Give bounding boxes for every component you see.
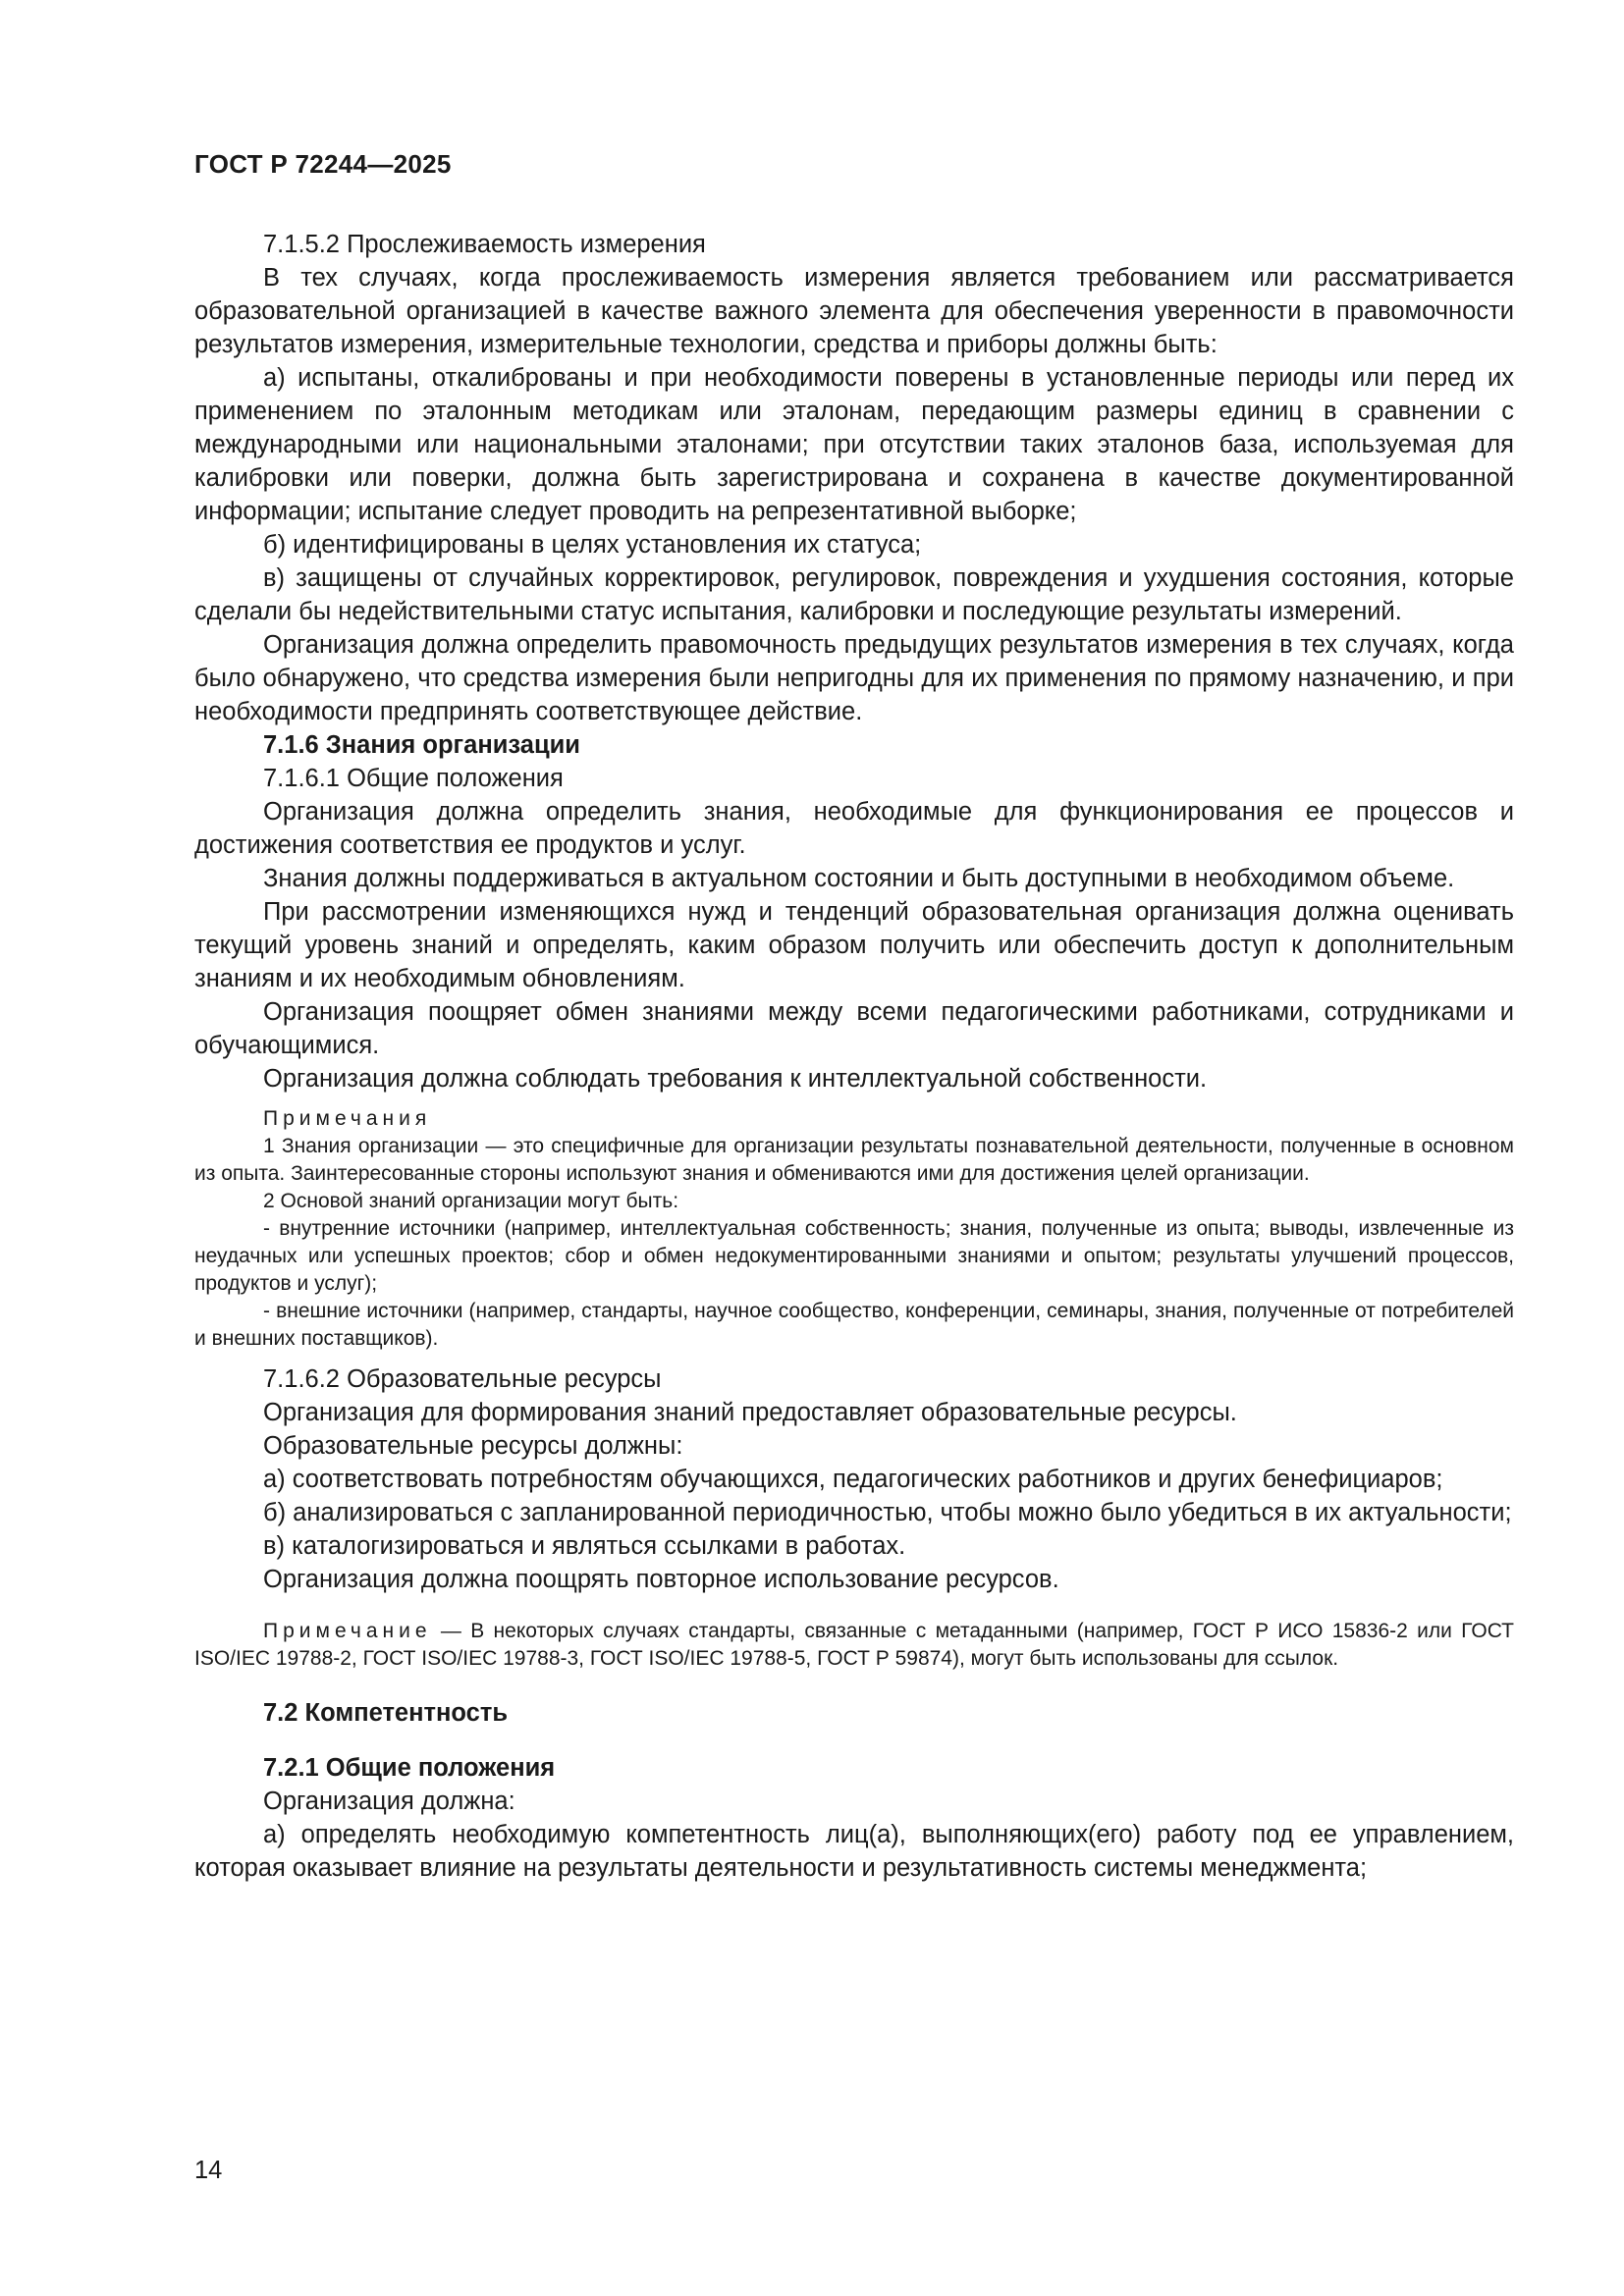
list-item-b: б) анализироваться с запланированной периодичностью, чтобы можно было убедиться в их актуальности; (263, 1499, 1512, 1526)
paragraph: В тех случаях, когда прослеживаемость измерения является требованием или рассматривается образовательной организацией в качестве важного элемента для обеспечения уверенности в правомочности результатов измерения, измерительные технологии, средства и приборы должны быть: (194, 264, 1514, 358)
section-7-1-5-2-title: 7.1.5.2 Прослеживаемость измерения (263, 231, 706, 258)
paragraph: Организация должна: (263, 1788, 515, 1815)
list-item-a: а) соответствовать потребностям обучающихся, педагогических работников и других бенефициаров; (263, 1466, 1443, 1493)
list-item-b: б) идентифицированы в целях установления их статуса; (263, 531, 922, 559)
paragraph: Образовательные ресурсы должны: (263, 1432, 683, 1460)
note-1: 1 Знания организации — это специфичные для организации результаты познавательной деятельности, полученные в основном из опыта. Заинтересованные стороны используют знания и обмениваются ими для достижения целей организации. (194, 1135, 1514, 1185)
section-7-2-1-title: 7.2.1 Общие положения (263, 1754, 556, 1782)
note-2-external: - внешние источники (например, стандарты, научное сообщество, конференции, семинары, знания, полученные от потребителей и внешних поставщиков). (194, 1300, 1514, 1350)
note-3-text: — В некоторых случаях стандарты, связанные с метаданными (например, ГОСТ Р ИСО 15836-2 или ГОСТ ISO/IEC 19788-2, ГОСТ ISO/IEC 19788-3, ГОСТ ISO/IEC 19788-5, ГОСТ Р 59874), могут быть использованы для ссылок. (194, 1620, 1514, 1670)
paragraph: Организация для формирования знаний предоставляет образовательные ресурсы. (263, 1399, 1237, 1426)
section-7-1-6-1-title: 7.1.6.1 Общие положения (263, 765, 564, 792)
list-item-a: а) испытаны, откалиброваны и при необходимости поверены в установленные периоды или перед их применением по эталонным методикам или эталонам, передающим размеры единиц в сравнении с международными или национальными эталонами; при отсутствии таких эталонов база, используемая для калибровки или поверки, должна быть зарегистрирована и сохранена в качестве документированной информации; испытание следует проводить на репрезентативной выборке; (194, 364, 1514, 525)
notes-title: Примечания (263, 1107, 432, 1130)
list-item-v: в) каталогизироваться и являться ссылками в работах. (263, 1532, 906, 1560)
note-2: 2 Основой знаний организации могут быть: (263, 1190, 679, 1212)
section-7-1-6-2-title: 7.1.6.2 Образовательные ресурсы (263, 1365, 662, 1393)
list-item-v: в) защищены от случайных корректировок, регулировок, повреждения и ухудшения состояния, которые сделали бы недействительными статус испытания, калибровки и последующие результаты измерений. (194, 564, 1514, 625)
paragraph: Организация поощряет обмен знаниями между всеми педагогическими работниками, сотрудниками и обучающимися. (194, 998, 1514, 1059)
paragraph: Организация должна поощрять повторное использование ресурсов. (263, 1566, 1059, 1593)
section-7-1-6-title: 7.1.6 Знания организации (263, 731, 580, 759)
paragraph: Знания должны поддерживаться в актуальном состоянии и быть доступными в необходимом объеме. (263, 865, 1455, 892)
note-3 (194, 1618, 1514, 1673)
paragraph: При рассмотрении изменяющихся нужд и тенденций образовательная организация должна оценивать текущий уровень знаний и определять, каким образом получить или обеспечить доступ к дополнительным знаниям и их необходимым обновлениям. (194, 898, 1514, 992)
section-7-2-title: 7.2 Компетентность (263, 1699, 508, 1727)
note-3-label: Примечание (263, 1620, 432, 1642)
page-number: 14 (194, 2157, 223, 2184)
document-header: ГОСТ Р 72244—2025 (194, 149, 452, 179)
list-item-a: а) определять необходимую компетентность лиц(а), выполняющих(его) работу под ее управлением, которая оказывает влияние на результаты деятельности и результативность системы менеджмента; (194, 1821, 1514, 1882)
paragraph: Организация должна определить знания, необходимые для функционирования ее процессов и достижения соответствия ее продуктов и услуг. (194, 798, 1514, 859)
paragraph: Организация должна соблюдать требования к интеллектуальной собственности. (263, 1065, 1208, 1093)
page-content (194, 228, 1514, 1885)
paragraph: Организация должна определить правомочность предыдущих результатов измерения в тех случаях, когда было обнаружено, что средства измерения были непригодны для их применения по прямому назначению, и при необходимости предпринять соответствующее действие. (194, 631, 1514, 725)
note-2-internal: - внутренние источники (например, интеллектуальная собственность; знания, полученные из опыта; выводы, извлеченные из неудачных или успешных проектов; сбор и обмен недокументированными знаниями и опытом; результаты улучшений процессов, продуктов и услуг); (194, 1217, 1514, 1295)
